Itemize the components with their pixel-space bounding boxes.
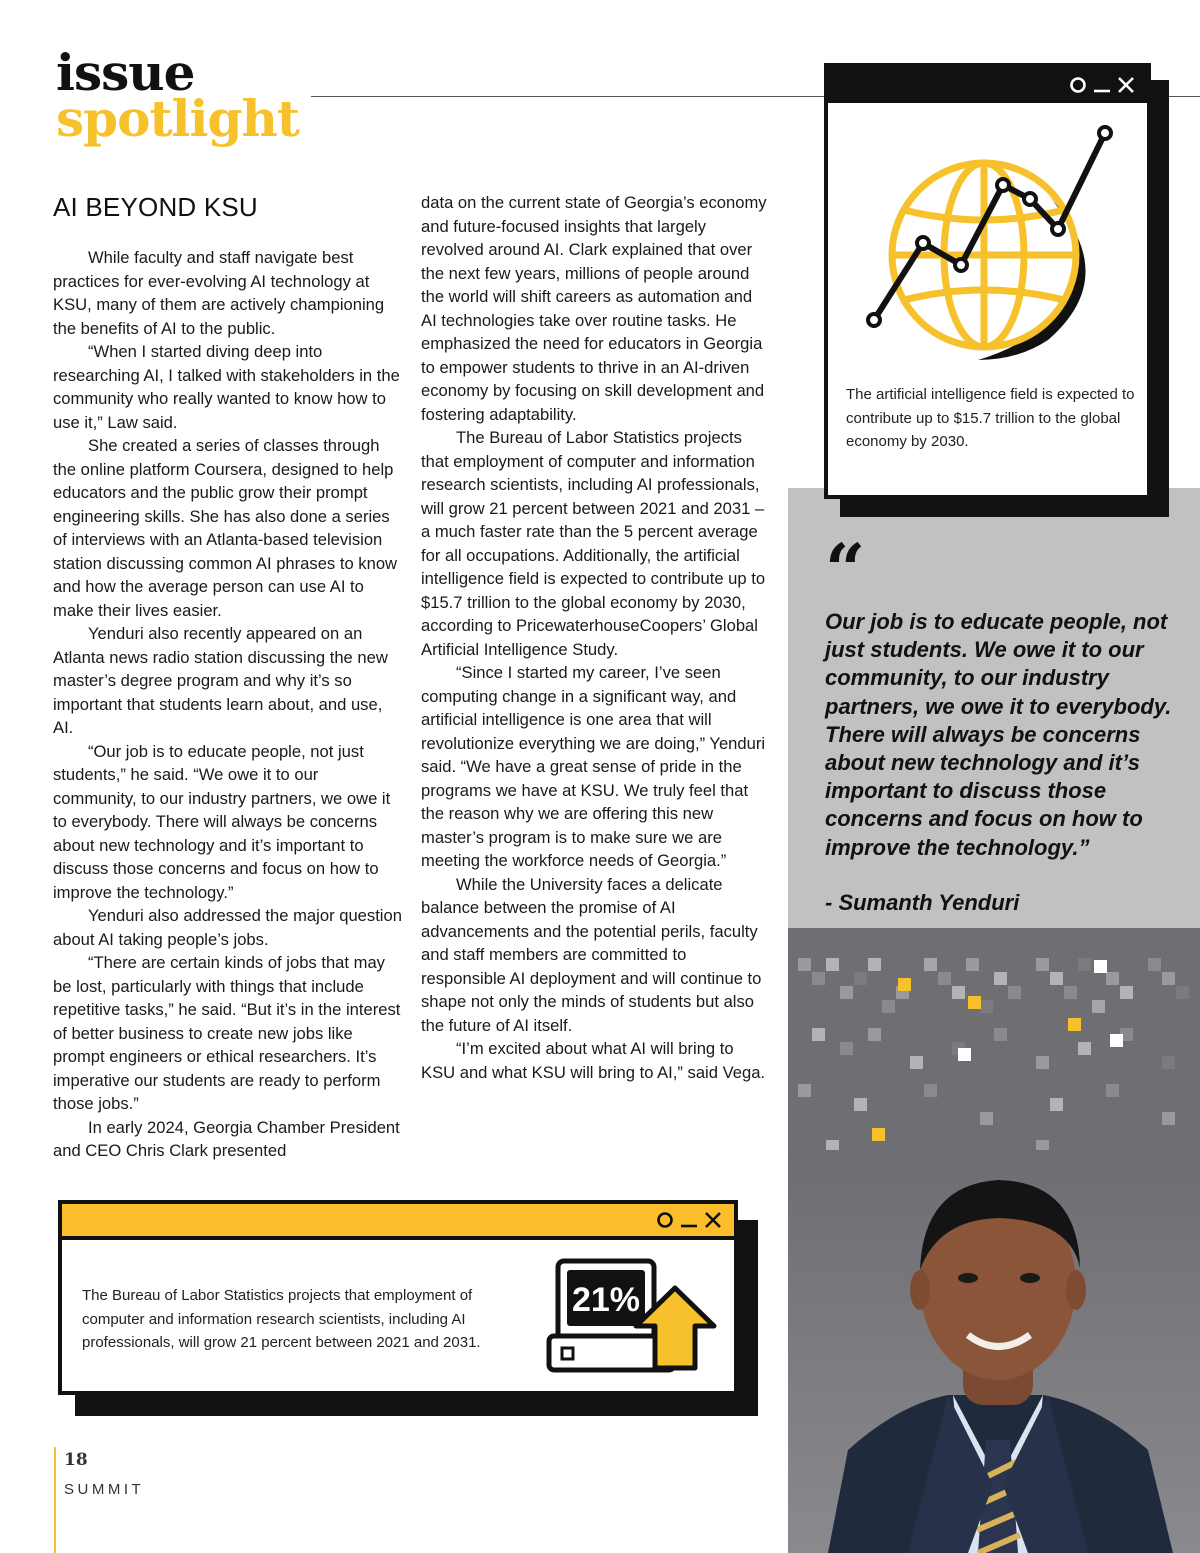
- pixel-square: [1036, 1056, 1049, 1069]
- quote-mark: “: [825, 528, 866, 611]
- pixel-square: [882, 1000, 895, 1013]
- pixel-square: [1050, 1098, 1063, 1111]
- pixel-square: [1120, 986, 1133, 999]
- globe-card: [824, 63, 1151, 499]
- pixel-square: [924, 958, 937, 971]
- pixel-square: [1106, 972, 1119, 985]
- brand-line-issue: issue: [56, 43, 195, 102]
- paragraph: data on the current state of Georgia’s economy and future-focused insights that largely revolved around AI. Clark explained that over the next few years, millions of people around the world will shift careers as automation and AI technologies take over routine tasks. He emphasized the need for educators in Georgia to empower students to thrive in an AI-driven economy by focusing on skill development and fostering adaptability.: [421, 193, 767, 424]
- brand-line-spotlight: spotlight: [56, 89, 299, 148]
- paragraph: While the University faces a delicate balance between the promise of AI advancements and the potential perils, faculty and staff members are committed to responsible AI deployment and will continue to shape not only the minds of students but also the future of AI itself.: [421, 874, 762, 1035]
- pixel-square: [854, 972, 867, 985]
- pixel-square: [812, 972, 825, 985]
- pixel-square: [1162, 972, 1175, 985]
- article-column-2: [421, 191, 771, 1084]
- pixel-square: [1064, 986, 1077, 999]
- paragraph: The Bureau of Labor Statistics projects that employment of computer and information research scientists, including AI professionals, will grow 21 percent between 2021 and 2031 – a much faster rate than the 5 percent average for all occupations. Additionally, the artificial intelligence field is expected to contribute up to $15.7 trillion to the global economy by 2030, according to PricewaterhouseCoopers’ Global Artificial Intelligence Study.: [421, 428, 766, 659]
- pixel-square: [1050, 972, 1063, 985]
- window-controls: [1069, 73, 1135, 97]
- pixel-square: [1148, 958, 1161, 971]
- paragraph: “When I started diving deep into researching AI, I talked with stakeholders in the community who really wanted to know how to use it,” Law said.: [53, 342, 400, 432]
- pixel-accent: [1094, 960, 1107, 973]
- pixel-accent: [1068, 1018, 1081, 1031]
- pixel-accent: [898, 978, 911, 991]
- paragraph: “I’m excited about what AI will bring to KSU and what KSU will bring to AI,” said Vega.: [421, 1039, 766, 1082]
- pixel-square: [1036, 958, 1049, 971]
- pixel-square: [966, 958, 979, 971]
- window-titlebar: [828, 67, 1147, 103]
- pixel-square: [1008, 986, 1021, 999]
- pixel-square: [868, 958, 881, 971]
- paragraph: “There are certain kinds of jobs that may be lost, particularly with things that include repetitive tasks,” he said. “But it’s in the interest of better business to create new jobs like prompt engineers or ethical researchers. It’s imperative our students are ready to perform those jobs.”: [53, 953, 401, 1113]
- pixel-square: [924, 1084, 937, 1097]
- section-brand: [56, 43, 299, 148]
- publication-name: SUMMIT: [64, 1481, 145, 1498]
- pixel-square: [840, 986, 853, 999]
- pixel-square: [798, 958, 811, 971]
- close-icon: [1117, 76, 1135, 94]
- paragraph: Yenduri also addressed the major question about AI taking people’s jobs.: [53, 906, 402, 949]
- paragraph: In early 2024, Georgia Chamber President and CEO Chris Clark presented: [53, 1117, 400, 1160]
- window-controls: [656, 1208, 722, 1232]
- pixel-square: [840, 1042, 853, 1055]
- pixel-accent: [958, 1048, 971, 1061]
- pixel-square: [980, 1000, 993, 1013]
- footer-accent-rule: [54, 1447, 56, 1553]
- pixel-accent: [1110, 1034, 1123, 1047]
- paragraph: “Since I started my career, I’ve seen computing change in a significant way, and artificial intelligence is one area that will revolutionize everything we are doing,” Yenduri said. “We have a great sense of pride in the programs we have at KSU. We truly feel that the reason why we are offering this new master’s program is to make sure we are meeting the workforce needs of Georgia.”: [421, 663, 766, 870]
- pixel-square: [798, 1084, 811, 1097]
- close-icon: [704, 1211, 722, 1229]
- pixel-square: [994, 1028, 1007, 1041]
- globe-card-caption: The artificial intelligence field is expected to contribute up to $15.7 trillion to the global economy by 2030.: [846, 386, 1135, 450]
- page-number: 18: [64, 1450, 88, 1470]
- paragraph: “Our job is to educate people, not just students,” he said. “We owe it to our community, to our industry partners, we owe it to everybody. There will always be concerns about new technology and it’s important to discuss those concerns and focus on how to improve the technology.”: [53, 741, 391, 902]
- pixel-square: [868, 1028, 881, 1041]
- minimize-icon: [1093, 76, 1111, 94]
- pixel-square: [938, 972, 951, 985]
- pixel-square: [994, 972, 1007, 985]
- pixel-square: [1162, 1112, 1175, 1125]
- growth-badge-text: 21%: [571, 1281, 641, 1319]
- pixel-square: [952, 986, 965, 999]
- pixel-accent: [968, 996, 981, 1009]
- pixel-square: [826, 958, 839, 971]
- pull-quote-text: Our job is to educate people, not just students. We owe it to our community, to our industry partners, we owe it to everybody. There will always be concerns about new technology and it’s important to discuss those concerns and focus on how to improve the technology.”: [825, 609, 1172, 860]
- growth-card-caption: The Bureau of Labor Statistics projects that employment of computer and information research scientists, including AI professionals, will grow 21 percent between 2021 and 2031.: [82, 1287, 481, 1351]
- pixel-square: [980, 1112, 993, 1125]
- portrait-illustration: [788, 1150, 1200, 1553]
- pixel-square: [1078, 1042, 1091, 1055]
- circle-icon: [1069, 76, 1087, 94]
- minimize-icon: [680, 1211, 698, 1229]
- growth-card: [58, 1200, 738, 1395]
- pixel-square: [1176, 986, 1189, 999]
- pixel-square: [812, 1028, 825, 1041]
- pixel-square: [854, 1098, 867, 1111]
- pixel-square: [1078, 958, 1091, 971]
- paragraph: She created a series of classes through the online platform Coursera, designed to help educators and the public grow their prompt engineering skills. She has also done a series of interviews with an Atlanta-based television station discussing common AI phrases to know and how the average person can use AI to make their lives easier.: [53, 436, 398, 620]
- window-titlebar: [62, 1204, 734, 1240]
- pull-quote-author: - Sumanth Yenduri: [825, 890, 1020, 915]
- computer-growth-icon: [546, 1256, 718, 1378]
- globe-growth-icon: [858, 115, 1128, 365]
- pixel-square: [1092, 1000, 1105, 1013]
- article-column-1: [53, 246, 403, 1163]
- pixel-accent: [872, 1128, 885, 1141]
- pixel-square: [1162, 1056, 1175, 1069]
- article-title: AI BEYOND KSU: [53, 192, 258, 222]
- paragraph: Yenduri also recently appeared on an Atlanta news radio station discussing the new master’s degree program and why it’s so important that students learn about, and use, AI.: [53, 624, 388, 737]
- pixel-square: [910, 1056, 923, 1069]
- paragraph: While faculty and staff navigate best practices for ever-evolving AI technology at KSU, many of them are actively championing the benefits of AI to the public.: [53, 248, 385, 338]
- portrait-photo: [788, 1150, 1200, 1553]
- pixel-square: [1106, 1084, 1119, 1097]
- circle-icon: [656, 1211, 674, 1229]
